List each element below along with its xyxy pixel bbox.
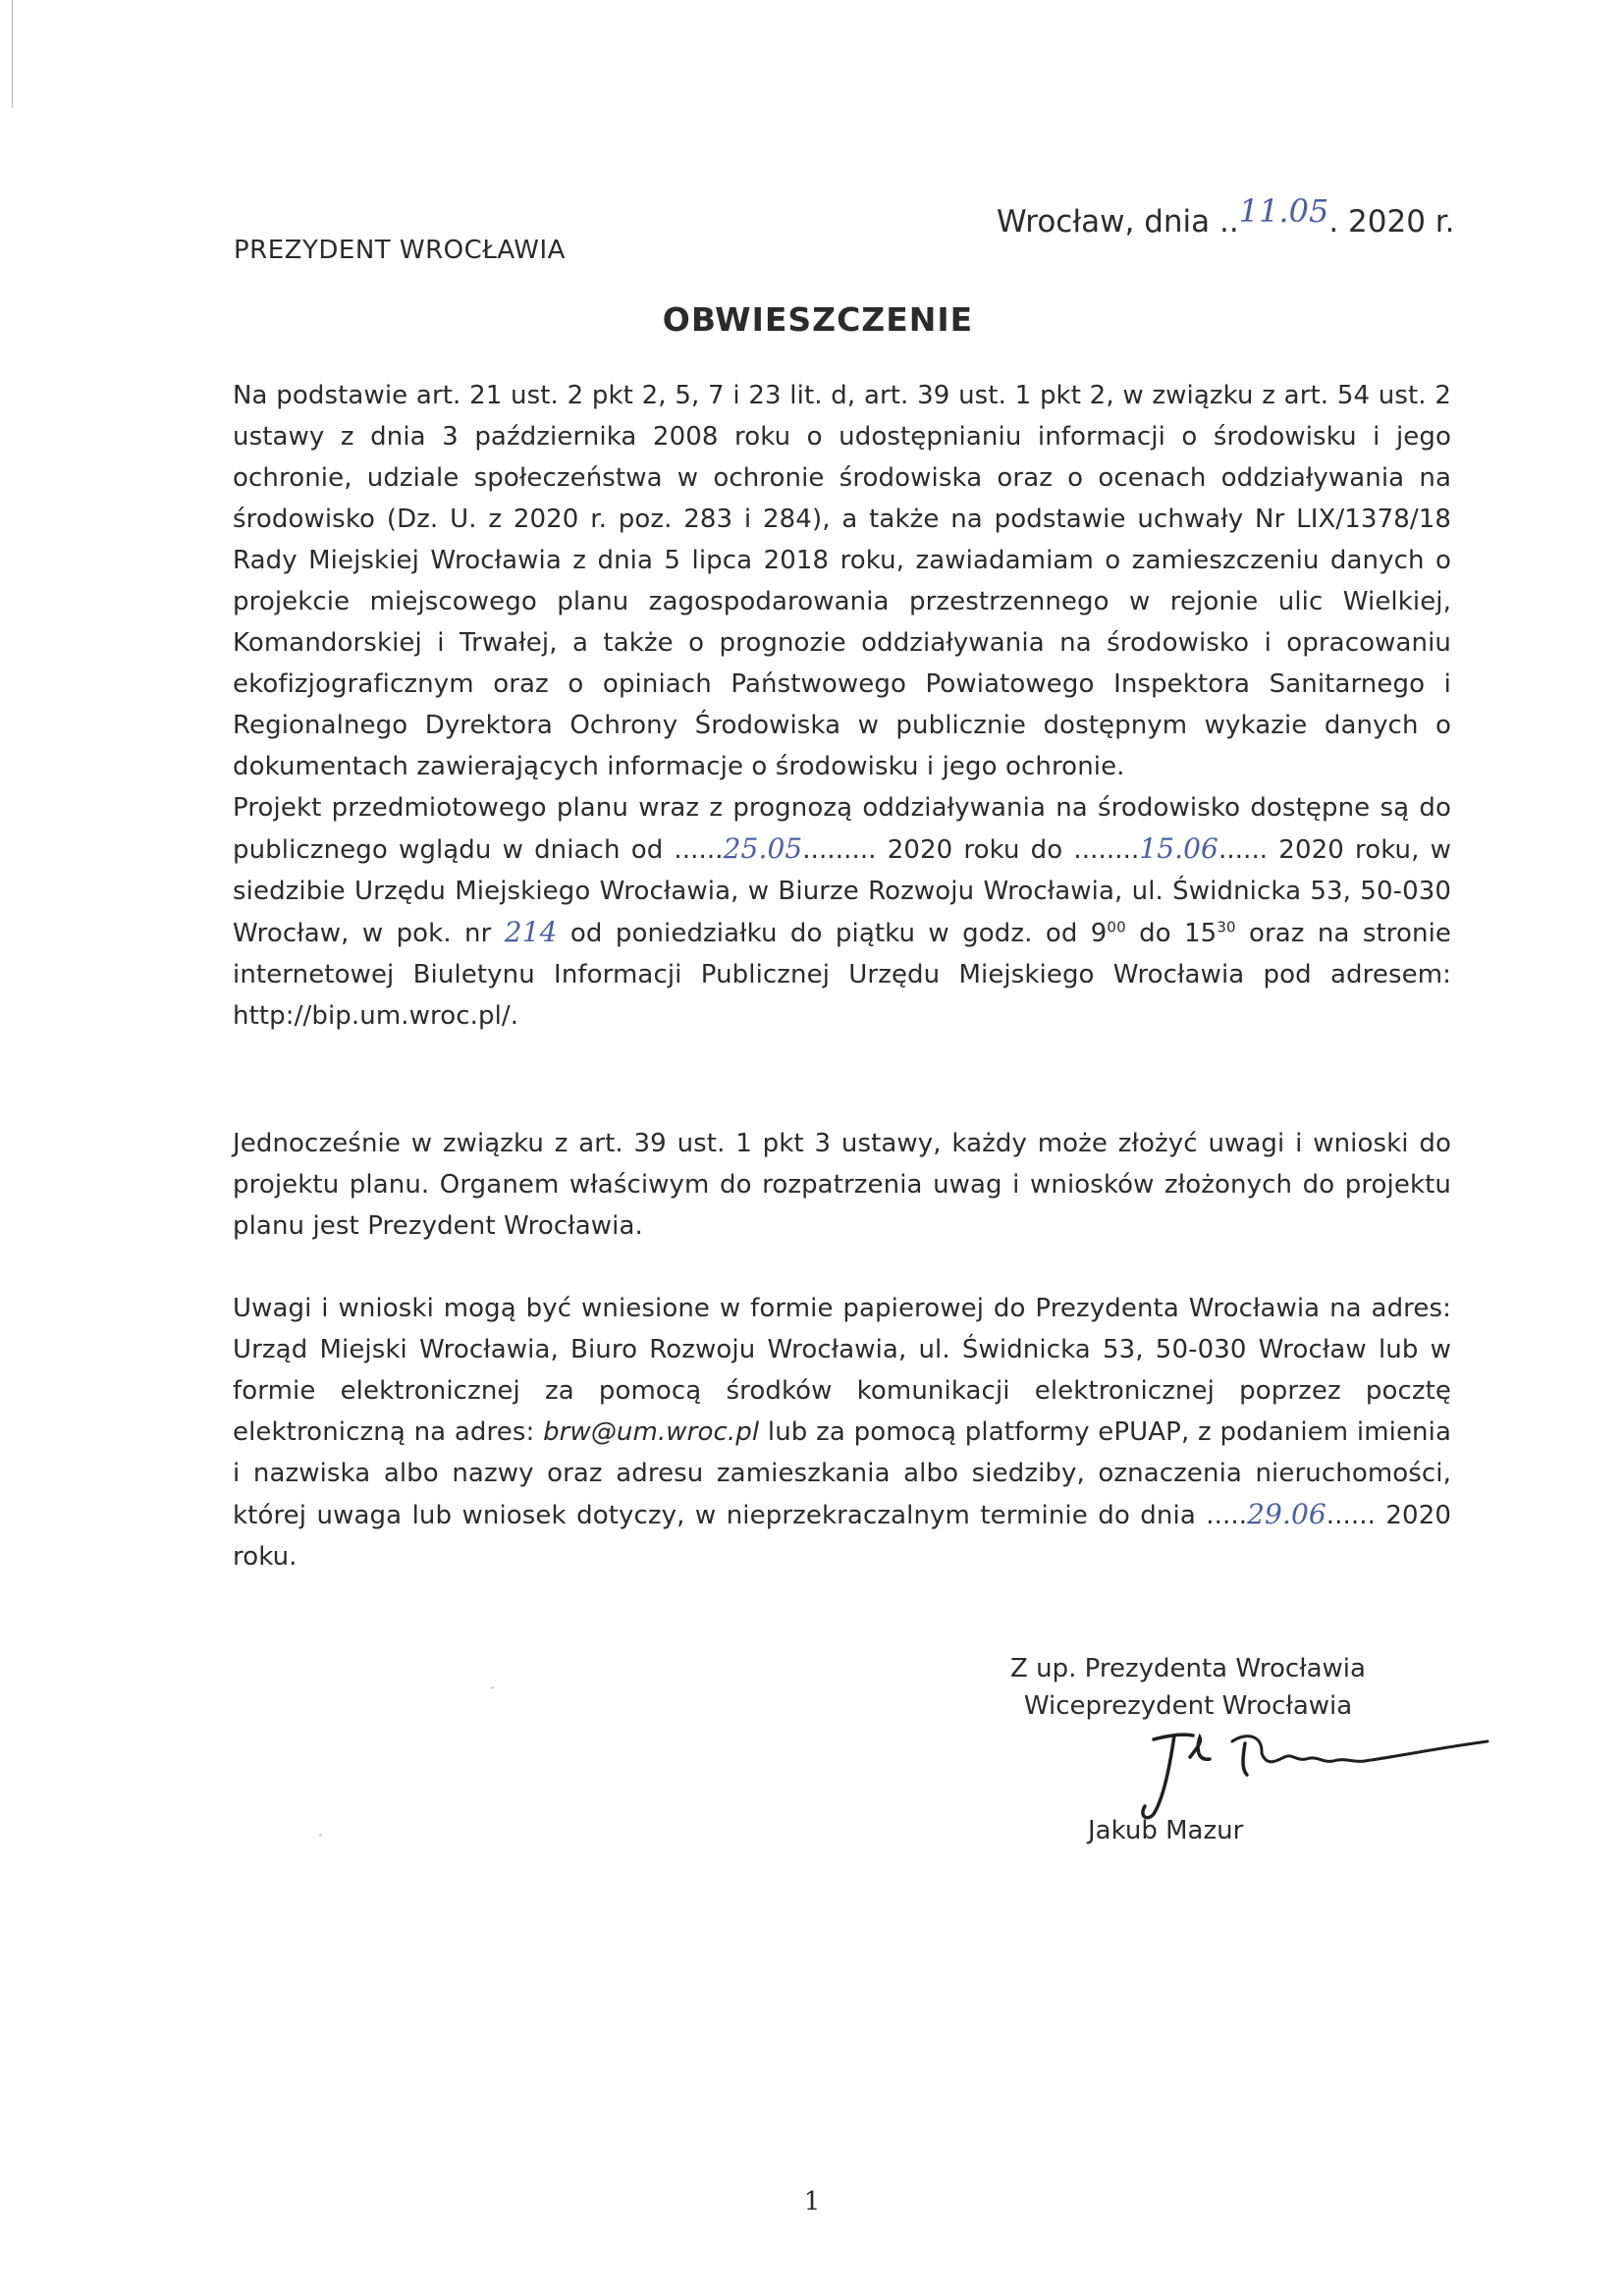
signature-block [982,1650,1394,1725]
scan-speck [319,1834,322,1837]
paragraph-text: 2020 roku. [233,1501,1451,1572]
dotted-fill: ...... [1218,835,1269,865]
scan-speck [491,1686,494,1689]
issuer: PREZYDENT WROCŁAWIA [234,236,566,265]
signer-name: Jakub Mazur [1088,1816,1244,1845]
dotted-fill: ......... [802,835,877,865]
signature-title-line: Wiceprezydent Wrocławia [1023,1691,1353,1721]
paragraph-text: Projekt przedmiotowego planu wraz z prognozą oddziaływania na środowisko dostępne są do publicznego wglądu w dniach od [233,793,1451,865]
paragraph-text: do 15 [1125,919,1218,948]
dotted-fill: ...... [1326,1501,1376,1530]
hour-superscript: 00 [1107,918,1126,936]
paragraph-submission [233,1288,1451,1577]
paragraph-text: 2020 roku, w siedzibie Urzędu Miejskiego Wrocławia, w Biurze Rozwoju Wrocławia, ul. Świdnicka 53, 50-030 Wrocław, w pok. nr [233,835,1451,948]
handwritten-signature [1100,1718,1492,1826]
hour-superscript: 30 [1217,918,1236,936]
paragraph-text: lub za pomocą platformy ePUAP, z podaniem imienia i nazwiska albo nazwy oraz adresu zamieszkania albo siedziby, oznaczenia nieruchomości, której uwaga lub wniosek dotyczy, w nieprzekraczalnym terminie do dnia [233,1417,1451,1530]
scan-edge-line [12,0,13,108]
paragraph-text: oraz na stronie internetowej Biuletynu Informacji Publicznej Urzędu Miejskiego Wrocławia pod adresem: http://bip.um.wroc.pl/. [233,919,1452,1031]
dotted-fill: ...... [674,835,724,865]
handwritten-date: 11.05 [1238,192,1329,230]
date-line [997,192,1455,240]
page-number: 1 [803,2187,821,2216]
paragraph-text: 2020 roku do [876,835,1074,865]
paragraph-legal-basis [233,375,1451,1037]
handwritten-date-from: 25.05 [723,832,803,865]
date-prefix: Wrocław, dnia .. [997,204,1239,240]
paragraph-text: Na podstawie art. 21 ust. 2 pkt 2, 5, 7 i 23 lit. d, art. 39 ust. 1 pkt 2, w związku z art. 54 ust. 2 ustawy z dnia 3 października 2008 roku o udostępnianiu informacji o środowisku i jego ochronie, udziale społeczeństwa w ochronie środowiska oraz o ocenach oddziaływania na środowisko (Dz. U. z 2020 r. poz. 283 i 284), a także na podstawie uchwały Nr LIX/1378/18 Rady Miejskiej Wrocławia z dnia 5 lipca 2018 roku, zawiadamiam o zamieszczeniu danych o projekcie miejscowego planu zagospodarowania przestrzennego w rejonie ulic Wielkiej, Komandorskiej i Trwałej, a także o prognozie oddziaływania na środowisko i opracowaniu ekofizjograficznym oraz o opiniach Państwowego Powiatowego Inspektora Sanitarnego i Regionalnego Dyrektora Ochrony Środowiska w publicznie dostępnym wykazie danych o dokumentach zawierających informacje o środowisku i jego ochronie. [233,381,1451,781]
handwritten-date-to: 15.06 [1139,832,1218,865]
email-address: brw@um.wroc.pl [543,1417,760,1447]
dotted-fill: ..... [1206,1501,1248,1530]
handwritten-room-number: 214 [504,916,558,948]
document-title: OBWIESZCZENIE [662,300,974,339]
paragraph-text: Uwagi i wnioski mogą być wniesione w formie papierowej do Prezydenta Wrocławia na adres: Urząd Miejski Wrocławia, Biuro Rozwoju Wrocławia, ul. Świdnicka 53, 50-030 Wrocław lub w formie elektronicznej za pomocą środków komunikacji elektronicznej poprzez pocztę elektroniczną na adres: [233,1294,1451,1447]
paragraph-remarks-right: Jednocześnie w związku z art. 39 ust. 1 pkt 3 ustawy, każdy może złożyć uwagi i wnioski do projektu planu. Organem właściwym do rozpatrzenia uwag i wniosków złożonych do projektu planu jest Prezydent Wrocławia. [233,1129,1451,1241]
handwritten-deadline: 29.06 [1247,1498,1326,1530]
date-suffix: . 2020 r. [1328,204,1455,240]
dotted-fill: ........ [1073,835,1140,865]
paragraph-text: od poniedziałku do piątku w godz. od 9 [557,919,1108,948]
signature-authority-line: Z up. Prezydenta Wrocławia [1010,1654,1366,1683]
